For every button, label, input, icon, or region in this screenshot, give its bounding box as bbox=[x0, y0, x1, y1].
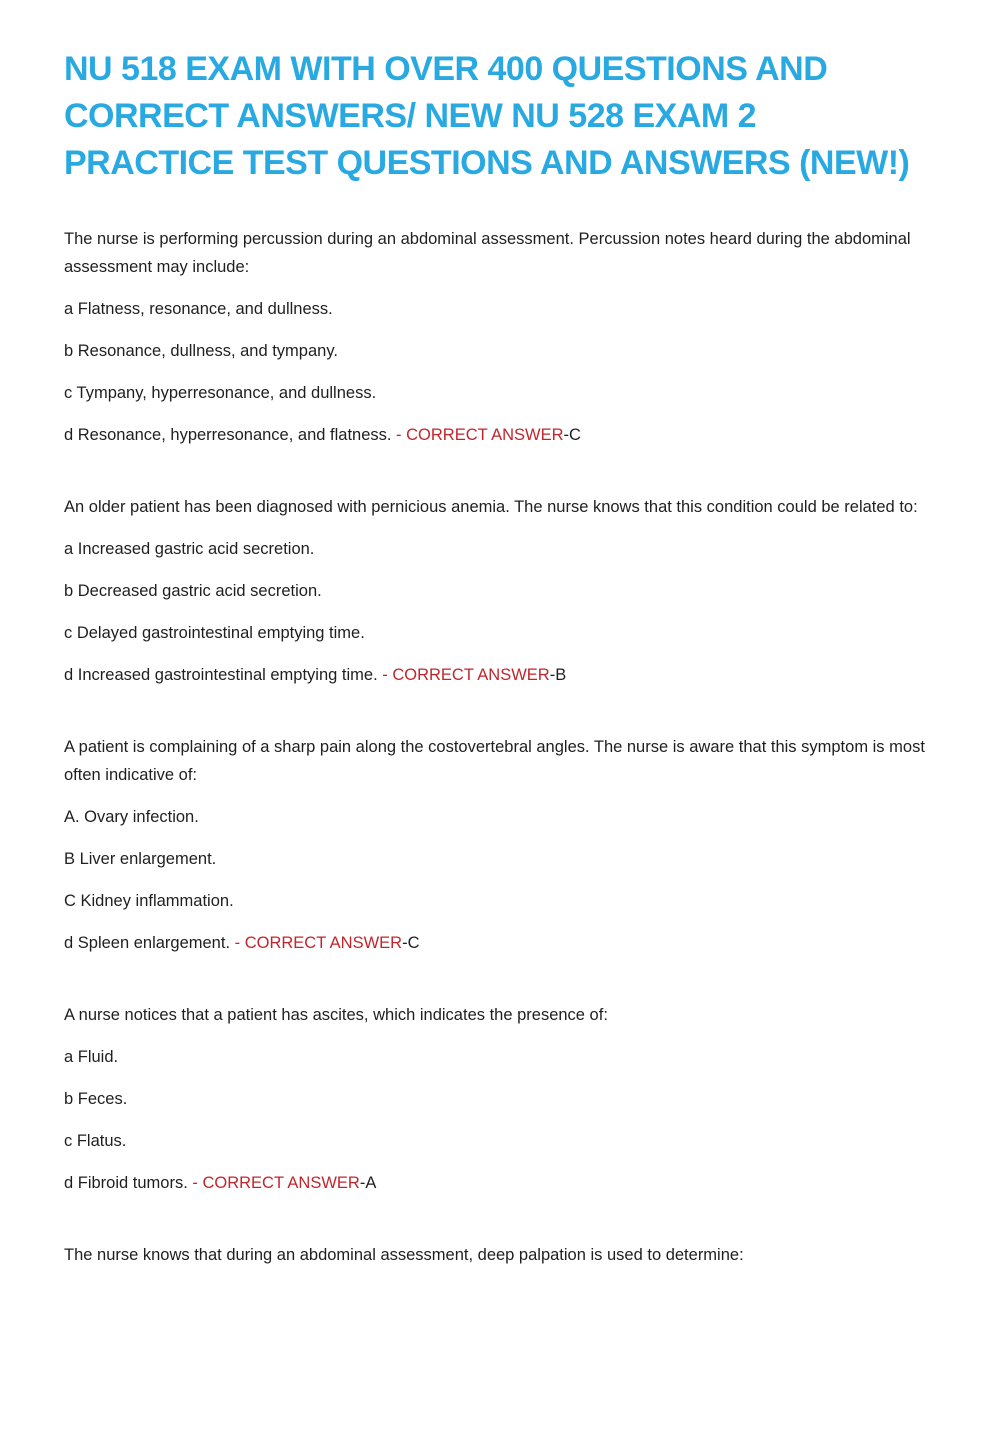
question-block-2 bbox=[64, 493, 928, 689]
correct-answer-label: - CORRECT ANSWER bbox=[234, 934, 403, 952]
answer-option-b: B Liver enlargement. bbox=[64, 850, 217, 868]
correct-answer-label: - CORRECT ANSWER bbox=[396, 426, 564, 444]
page-title-line-1: NU 518 EXAM WITH OVER 400 QUESTIONS AND bbox=[64, 50, 828, 88]
answer-option-c: c Tympany, hyperresonance, and dullness. bbox=[64, 384, 377, 402]
answer-option-a: A. Ovary infection. bbox=[64, 808, 199, 826]
answer-option-b: b Decreased gastric acid secretion. bbox=[64, 582, 322, 600]
correct-answer-letter: -B bbox=[549, 666, 567, 684]
question-block-4 bbox=[64, 1001, 928, 1197]
answer-option-d-with-answer bbox=[64, 421, 928, 449]
answer-option-b: b Feces. bbox=[64, 1090, 128, 1108]
page-title-line-2: CORRECT ANSWERS/ NEW NU 528 EXAM 2 bbox=[64, 97, 757, 135]
answer-option-a: a Fluid. bbox=[64, 1048, 119, 1066]
page-title-line-3: PRACTICE TEST QUESTIONS AND ANSWERS (NEW!) bbox=[64, 144, 910, 182]
answer-option-d-with-answer bbox=[64, 929, 928, 957]
correct-answer-letter: -A bbox=[359, 1174, 377, 1192]
answer-option-c: C Kidney inflammation. bbox=[64, 892, 234, 910]
question-block-1 bbox=[64, 225, 928, 449]
correct-answer-label: - CORRECT ANSWER bbox=[192, 1174, 360, 1192]
correct-answer-letter: -C bbox=[402, 934, 420, 952]
answer-option-d-text: d Fibroid tumors. bbox=[64, 1174, 193, 1192]
answer-option-b: b Resonance, dullness, and tympany. bbox=[64, 342, 338, 360]
answer-option-d-text: d Spleen enlargement. bbox=[64, 934, 235, 952]
question-prompt: An older patient has been diagnosed with pernicious anemia. The nurse knows that this condition could be related to: bbox=[64, 498, 918, 516]
question-prompt: A nurse notices that a patient has ascites, which indicates the presence of: bbox=[64, 1006, 608, 1024]
answer-option-d-text: d Increased gastrointestinal emptying time. bbox=[64, 666, 383, 684]
answer-option-c: c Flatus. bbox=[64, 1132, 127, 1150]
answer-option-d-with-answer bbox=[64, 1169, 928, 1197]
answer-option-d-with-answer bbox=[64, 661, 928, 689]
correct-answer-letter: -C bbox=[563, 426, 581, 444]
question-prompt: A patient is complaining of a sharp pain along the costovertebral angles. The nurse is aware that this symptom is most often indicative of: bbox=[64, 738, 925, 784]
question-block-3 bbox=[64, 733, 928, 957]
answer-option-a: a Increased gastric acid secretion. bbox=[64, 540, 315, 558]
question-prompt-next-page: The nurse knows that during an abdominal assessment, deep palpation is used to determine: bbox=[64, 1246, 744, 1264]
correct-answer-label: - CORRECT ANSWER bbox=[382, 666, 550, 684]
answer-option-c: c Delayed gastrointestinal emptying time. bbox=[64, 624, 365, 642]
answer-option-a: a Flatness, resonance, and dullness. bbox=[64, 300, 333, 318]
answer-option-d-text: d Resonance, hyperresonance, and flatness. bbox=[64, 426, 397, 444]
question-prompt: The nurse is performing percussion during an abdominal assessment. Percussion notes heard during the abdominal assessment may include: bbox=[64, 230, 911, 276]
page-title bbox=[64, 46, 928, 187]
